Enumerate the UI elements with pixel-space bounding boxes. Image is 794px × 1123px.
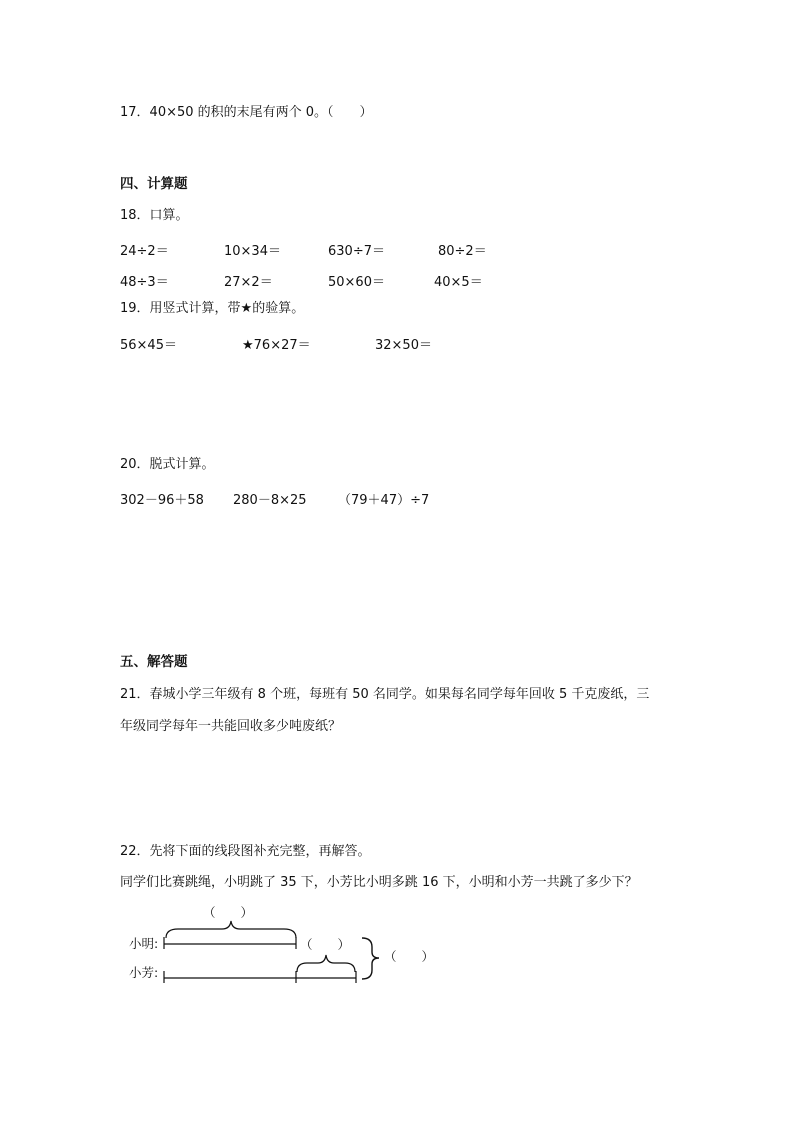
vertical-calc-item: 56×45＝	[120, 338, 177, 353]
blank-mid: （ ）	[300, 937, 351, 952]
oral-calc-item: 27×2＝	[224, 275, 273, 290]
question-21-line-1: 21．春城小学三年级有 8 个班，每班有 50 名同学。如果每名同学每年回收 5 千克废纸，三	[120, 687, 650, 702]
question-21-line-2: 年级同学每年一共能回收多少吨废纸？	[120, 719, 342, 734]
oral-calc-item: 10×34＝	[224, 244, 281, 259]
oral-calc-item: 630÷7＝	[328, 244, 385, 259]
oral-calc-item: 40×5＝	[434, 275, 483, 290]
vertical-calc-item: ★76×27＝	[242, 338, 311, 353]
oral-calc-item: 80÷2＝	[438, 244, 487, 259]
label-xiaoming: 小明:	[129, 936, 159, 951]
question-22-title: 22．先将下面的线段图补充完整，再解答。	[120, 844, 371, 859]
brace-extra	[297, 955, 355, 972]
blank-top: （ ）	[203, 905, 254, 920]
section-title-word-problems: 五、解答题	[120, 654, 188, 670]
label-xiaofang: 小芳:	[129, 965, 159, 980]
question-18-title: 18．口算。	[120, 208, 189, 223]
brace-xiaoming	[166, 921, 296, 938]
brace-total	[362, 938, 379, 979]
question-20-title: 20．脱式计算。	[120, 457, 215, 472]
oral-calc-item: 48÷3＝	[120, 275, 169, 290]
section-title-calculation: 四、计算题	[120, 176, 188, 192]
oral-calc-item: 50×60＝	[328, 275, 385, 290]
segment-xiaofang	[164, 971, 356, 983]
question-17: 17．40×50 的积的末尾有两个 0。（ ）	[120, 105, 373, 120]
blank-total: （ ）	[384, 949, 435, 964]
vertical-calc-item: 32×50＝	[375, 338, 432, 353]
stepwise-calc-item: 302－96＋58	[120, 493, 204, 508]
stepwise-calc-item: （79＋47）÷7	[338, 493, 430, 508]
question-22-problem: 同学们比赛跳绳，小明跳了 35 下，小芳比小明多跳 16 下，小明和小芳一共跳了多少下？	[120, 875, 638, 890]
stepwise-calc-item: 280－8×25	[233, 493, 307, 508]
oral-calc-item: 24÷2＝	[120, 244, 169, 259]
question-19-title: 19．用竖式计算，带★的验算。	[120, 301, 305, 316]
segment-xiaoming	[164, 937, 296, 949]
